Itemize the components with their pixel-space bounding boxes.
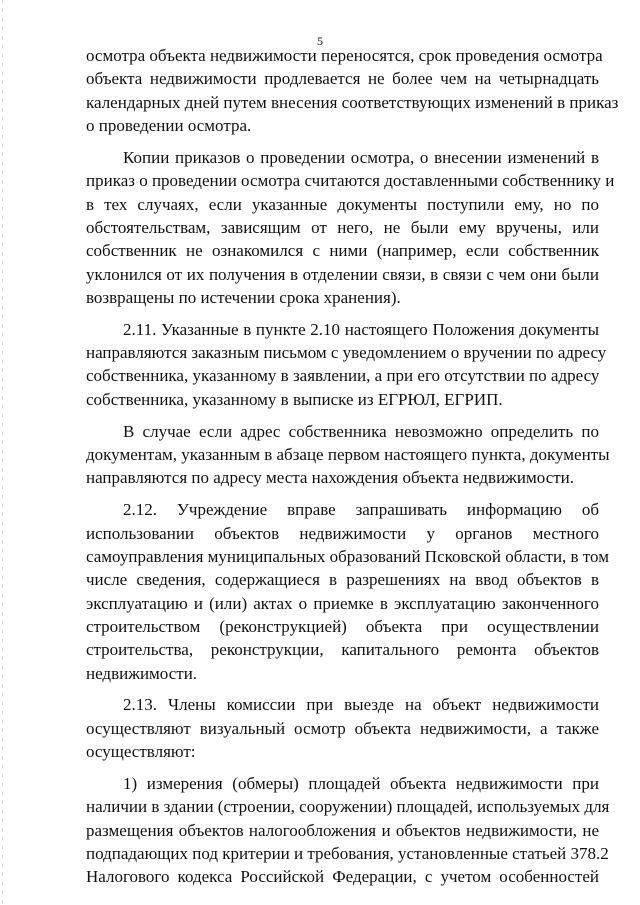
text-line: направляются по адресу места нахождения объекта недвижимости. [86,468,575,488]
text-line: осуществляют визуальный осмотр объекта недвижимости, а также [86,718,599,738]
page-number: 5 [317,34,323,48]
text-line: подпадающих под критерии и требования, установленные статьей 378.2 [86,844,609,863]
text-line: Налогового кодекса Российской Федерации, с учетом особенностей [86,867,599,887]
text-line: уклонился от их получения в отделении связи, в связи с чем они были [86,264,599,284]
paragraph-copies-of-orders [86,146,615,309]
text-line: объекта недвижимости продлевается не более чем на четырнадцать [86,69,599,89]
text-line: В случае если адрес собственника невозможно определить по [123,421,599,441]
body-text [86,44,619,889]
text-line: размещения объектов налогообложения и объектов недвижимости, не [86,820,599,840]
text-line: самоуправления муниципальных образований Псковской области, в том [86,546,609,566]
text-line: документам, указанным в абзаце первом настоящего пункта, документы [86,445,610,464]
text-line: возвращены по истечении срока хранения). [86,287,401,307]
text-line: в тех случаях, если указанные документы поступили ему, но по [86,194,599,214]
paragraph-2-13 [86,693,599,763]
text-line: собственника, указанному в заявлении, а при его отсутствии по адресу [86,366,600,386]
text-line: о проведении осмотра. [86,116,252,136]
text-line: осуществляют: [86,742,196,762]
text-line: наличии в здании (строении, сооружении) площадей, используемых для [86,797,610,817]
text-line: строительства, реконструкции, капитального ремонта объектов [86,640,599,660]
text-line: собственник не ознакомился с ними (например, если собственник [86,241,599,261]
paragraph-item-1 [86,772,610,889]
text-line: использовании объектов недвижимости у органов местного [86,523,599,543]
text-line: календарных дней путем внесения соответствующих изменений в приказ [86,92,619,112]
text-line: строительством (реконструкцией) объекта при осуществлении [86,616,599,636]
text-line: обстоятельствам, зависящим от него, не были ему вручены, или [86,217,599,237]
text-line: осмотра объекта недвижимости переносятся, срок проведения осмотра [86,46,603,65]
text-line: 2.12. Учреждение вправе запрашивать информацию об [123,500,599,520]
text-line: приказ о проведении осмотра считаются доставленными собственнику и [86,171,615,191]
text-line: числе сведения, содержащиеся в разрешениях на ввод объектов в [86,570,599,590]
text-line: направляются заказным письмом с уведомлением о вручении по адресу [86,343,607,363]
text-line: 2.13. Члены комиссии при выезде на объект недвижимости [123,695,599,715]
paragraph-continuation [86,44,619,137]
text-line: 1) измерения (обмеры) площадей объекта недвижимости при [123,773,599,793]
text-line: 2.11. Указанные в пункте 2.10 настоящего Положения документы [123,319,599,339]
paragraph-address-undetermined [86,420,610,490]
text-line: собственника, указанному в выписке из ЕГРЮЛ, ЕГРИП. [86,389,503,409]
paragraph-2-12 [86,498,609,685]
text-line: недвижимости. [86,663,198,683]
paragraph-2-11 [86,318,607,411]
text-line: Копии приказов о проведении осмотра, о внесении изменений в [123,147,599,167]
scan-edge-marks [2,0,3,905]
text-line: эксплуатацию и (или) актах о приемке в эксплуатацию законченного [86,593,599,613]
